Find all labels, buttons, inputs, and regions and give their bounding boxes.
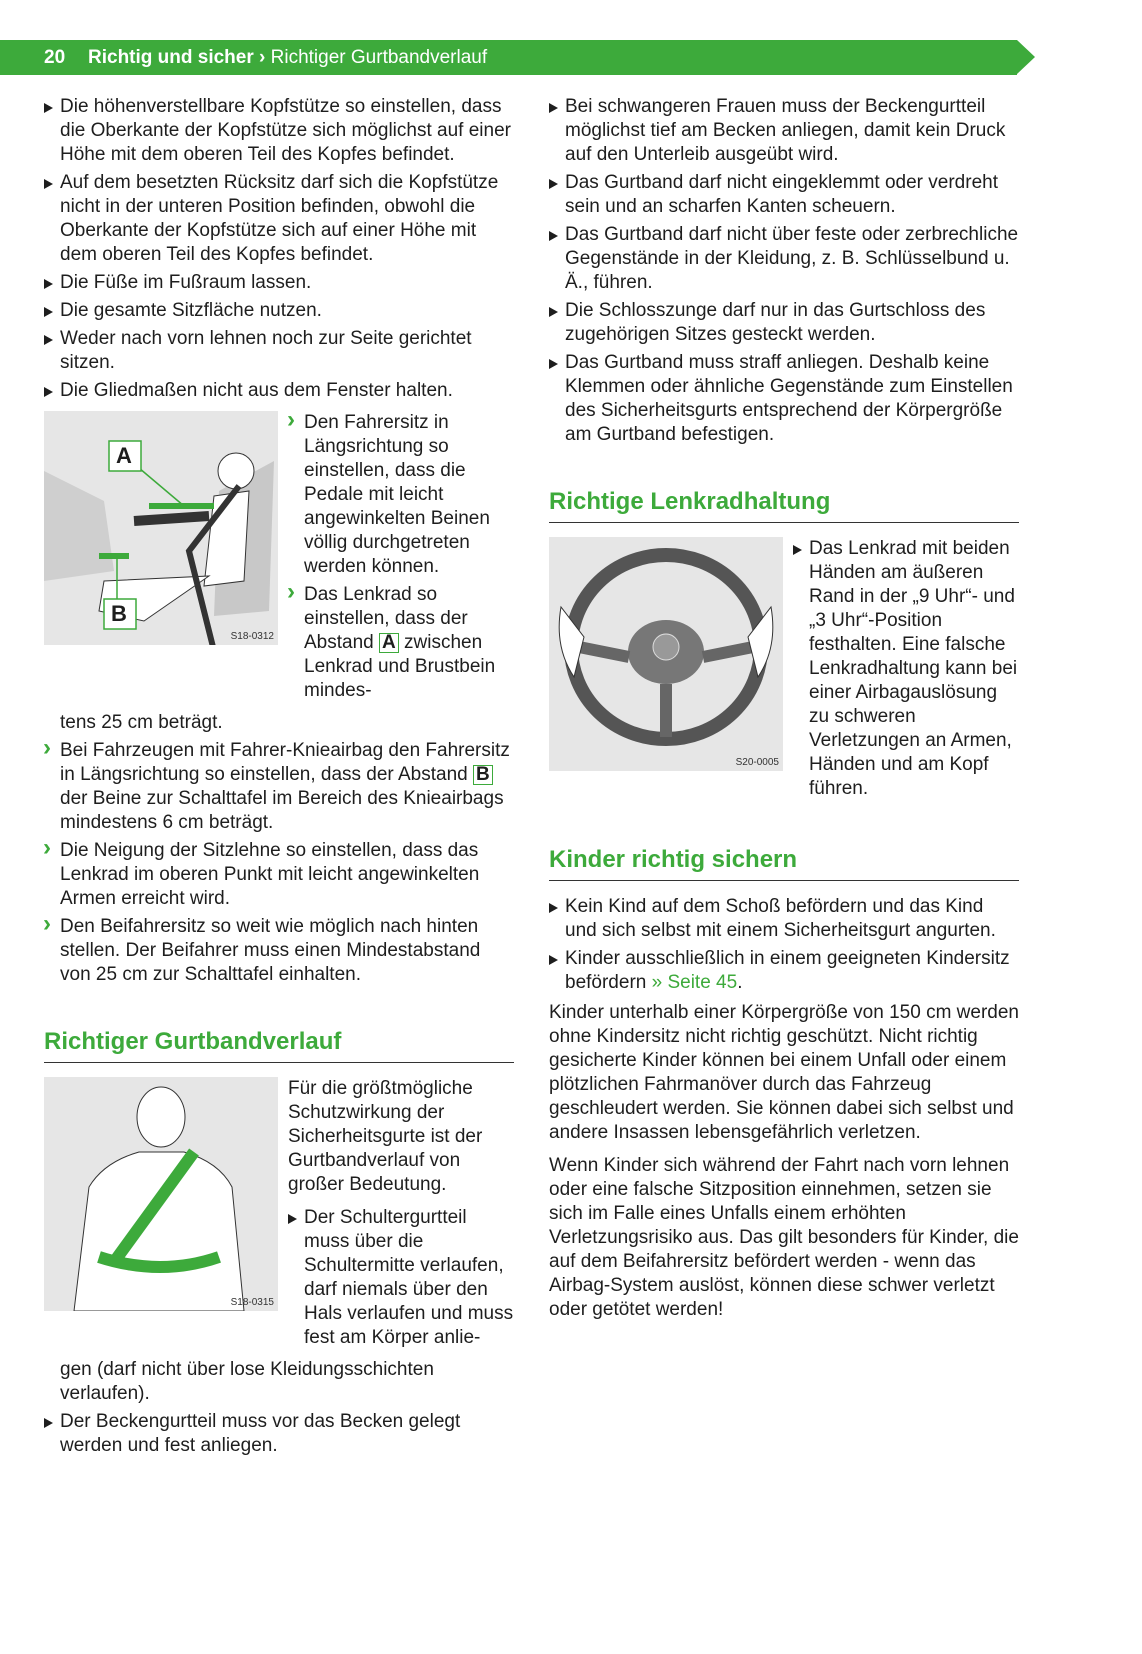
list-item: Das Gurtband muss straff anliegen. Deshalb keine Klemmen oder ähnliche Gegenstände zum Einstellen des Sicherheitsgurts entsprechend der Körpergröße am Gurtband befestigen.	[549, 351, 1019, 447]
list-item	[288, 583, 514, 703]
belt-intro: Für die größtmögliche Schutzwirkung der Sicherheitsgurte ist der Gurtbandverlauf von großer Bedeutung.	[288, 1078, 483, 1195]
belt-figure-row	[44, 1077, 514, 1354]
steering-wheel-illustration	[549, 537, 783, 771]
list-item: Der Beckengurtteil muss vor das Becken gelegt werden und fest anliegen.	[44, 1410, 514, 1458]
step-text: zwischen Lenkrad und Brustbein mindes-	[304, 632, 496, 701]
seat-figure-row	[44, 411, 514, 707]
figure-label-b: B	[111, 601, 127, 626]
breadcrumb-subsection: Richtiger Gurtbandverlauf	[270, 47, 488, 68]
page-header	[0, 40, 1017, 75]
steering-list	[793, 537, 1019, 805]
section-heading-belt: Richtiger Gurtbandverlauf	[44, 1027, 514, 1063]
figure-code: S20-0005	[735, 757, 779, 768]
left-column	[44, 95, 514, 1462]
list-item: › Den Beifahrersitz so weit wie möglich nach hinten stellen. Der Beifahrer muss einen Mindestabstand von 25 cm zur Schalttafel einhalten.	[44, 915, 514, 987]
breadcrumb-section: Richtig und sicher	[88, 47, 254, 68]
list-item: Kein Kind auf dem Schoß befördern und das Kind und sich selbst mit einem Sicherheitsgurt angurten.	[549, 895, 1019, 943]
right-bullet-list	[549, 95, 1019, 447]
right-column	[549, 95, 1019, 1331]
list-item-continued: gen (darf nicht über lose Kleidungsschichten verlaufen).	[60, 1359, 434, 1404]
list-item: Die höhenverstellbare Kopfstütze so einstellen, dass die Oberkante der Kopfstütze sich möglichst auf einer Höhe mit dem oberen Teil des Kopfes befindet.	[44, 95, 514, 167]
list-item: › Den Fahrersitz in Längsrichtung so einstellen, dass die Pedale mit leicht angewinkelten Beinen völlig durchgetreten werden können.	[288, 411, 514, 579]
list-item: › Die Neigung der Sitzlehne so einstellen, dass das Lenkrad im oberen Punkt mit leicht angewinkelten Armen erreicht wird.	[44, 839, 514, 911]
page-link[interactable]: » Seite 45	[651, 972, 738, 993]
belt-side-text	[288, 1077, 514, 1354]
step-text: Das Lenkrad so einstellen, dass der Abstand	[304, 584, 468, 653]
steering-figure-row	[549, 537, 1019, 805]
list-item: Auf dem besetzten Rücksitz darf sich die Kopfstütze nicht in der unteren Position befinden, obwohl die Oberkante der Kopfstütze sich auf einer Höhe mit dem oberen Teil des Kopfes befindet.	[44, 171, 514, 267]
step-text: Bei Fahrzeugen mit Fahrer-Knieairbag den Fahrersitz in Längsrichtung so einstellen, dass der Abstand	[60, 740, 510, 785]
breadcrumb	[88, 46, 487, 70]
belt-list-side	[288, 1206, 514, 1350]
list-item	[44, 739, 514, 835]
list-item: Die Schlosszunge darf nur in das Gurtschloss des zugehörigen Sitzes gesteckt werden.	[549, 299, 1019, 347]
page-number: 20	[44, 47, 66, 68]
step-text: der Beine zur Schalttafel im Bereich des Knieairbags mindestens 6 cm beträgt.	[60, 788, 504, 833]
list-item: Die Füße im Fußraum lassen.	[44, 271, 514, 295]
children-list	[549, 895, 1019, 995]
paragraph: Wenn Kinder sich während der Fahrt nach vorn lehnen oder eine falsche Sitzposition einnehmen, setzen sie sich im Falle eines Unfalls einem erhöhten Verletzungsrisiko aus. Das gilt besonders für Kinder, die auf dem Beifahrersitz befördert werden - wenn das Airbag-System auslöst, können diese schwer verletzt oder getötet werden!	[549, 1155, 1019, 1320]
belt-routing-figure	[44, 1077, 278, 1311]
steering-wheel-figure	[549, 537, 783, 771]
list-item: Die gesamte Sitzfläche nutzen.	[44, 299, 514, 323]
section-heading-children: Kinder richtig sichern	[549, 845, 1019, 881]
list-item: Die Gliedmaßen nicht aus dem Fenster halten.	[44, 379, 514, 403]
section-heading-steering: Richtige Lenkradhaltung	[549, 487, 1019, 523]
seat-illustration	[44, 411, 278, 645]
list-item: Das Gurtband darf nicht über feste oder zerbrechliche Gegenstände in der Kleidung, z. B. Schlüsselbund u. Ä., führen.	[549, 223, 1019, 295]
list-item: Der Schultergurtteil muss über die Schultermitte verlaufen, darf niemals über den Hals verlaufen und muss fest am Körper anlie-	[288, 1206, 514, 1350]
left-bullet-list	[44, 95, 514, 403]
figure-code: S18-0312	[230, 631, 274, 642]
list-item: Das Gurtband darf nicht eingeklemmt oder verdreht sein und an scharfen Kanten scheuern.	[549, 171, 1019, 219]
list-item-continued: tens 25 cm beträgt.	[60, 712, 223, 733]
list-item: Bei schwangeren Frauen muss der Beckengurtteil möglichst tief am Becken anliegen, damit kein Druck auf den Unterleib ausgeübt wird.	[549, 95, 1019, 167]
belt-list	[44, 1358, 514, 1458]
list-item: Das Lenkrad mit beiden Händen am äußeren Rand in der „9 Uhr“- und „3 Uhr“-Position festhalten. Eine falsche Lenkradhaltung kann bei einer Airbagauslösung zu schweren Verletzungen an Armen, Händen und am Kopf führen.	[793, 537, 1019, 801]
label-b-box: B	[473, 765, 493, 785]
seat-steps	[44, 711, 514, 987]
list-text: .	[737, 972, 743, 993]
seat-steps-side	[288, 411, 514, 707]
figure-code: S18-0315	[230, 1297, 274, 1308]
breadcrumb-separator: ›	[259, 47, 266, 68]
list-item	[549, 947, 1019, 995]
figure-label-a: A	[116, 443, 132, 468]
paragraph: Kinder unterhalb einer Körpergröße von 150 cm werden ohne Kindersitz nicht richtig geschützt. Nicht richtig gesicherte Kinder können bei einem Unfall oder einem plötzlichen Fahrmanöver durch das Fahrzeug geschleudert werden. Sie können dabei sich selbst und andere Insassen lebensgefährlich verletzen.	[549, 1002, 1019, 1143]
children-paragraphs	[549, 1001, 1019, 1322]
list-text: Kinder ausschließlich in einem geeigneten Kindersitz befördern	[565, 948, 1010, 993]
list-item: Weder nach vorn lehnen noch zur Seite gerichtet sitzen.	[44, 327, 514, 375]
seat-position-figure	[44, 411, 278, 645]
belt-illustration	[44, 1077, 278, 1311]
label-a-box: A	[379, 633, 399, 653]
